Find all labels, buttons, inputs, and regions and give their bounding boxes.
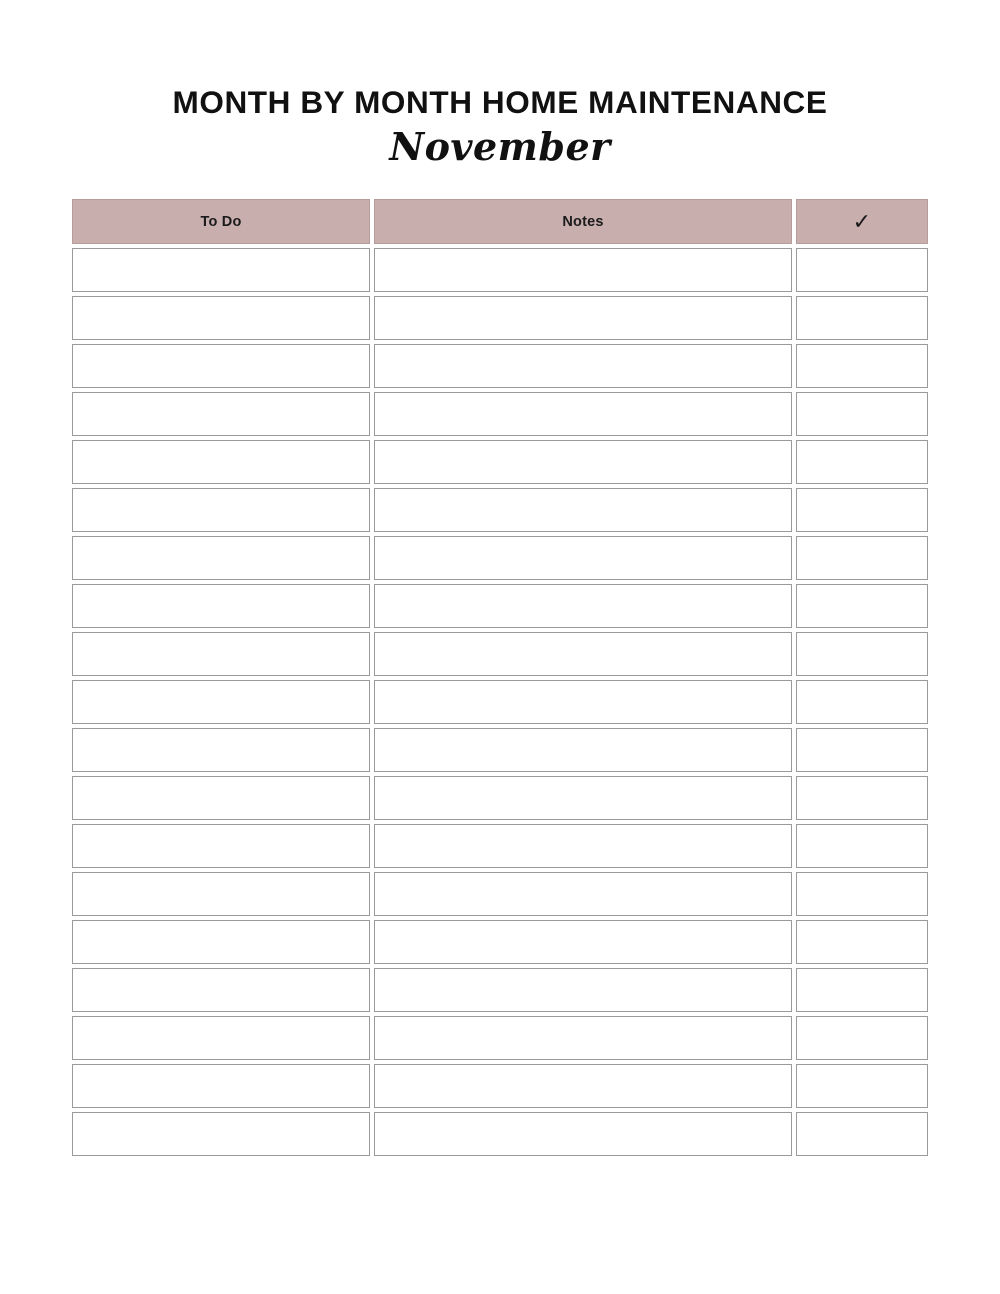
- table-row: [72, 776, 928, 820]
- check-cell[interactable]: [796, 1016, 928, 1060]
- todo-input[interactable]: [73, 345, 369, 387]
- check-input[interactable]: [797, 969, 927, 1011]
- todo-cell[interactable]: [72, 1112, 370, 1156]
- notes-input[interactable]: [375, 1017, 791, 1059]
- notes-cell[interactable]: [374, 680, 792, 724]
- column-header-notes-label: Notes: [562, 213, 604, 230]
- table-row: [72, 680, 928, 724]
- notes-cell[interactable]: [374, 584, 792, 628]
- check-cell[interactable]: [796, 248, 928, 292]
- check-input[interactable]: [797, 585, 927, 627]
- check-cell[interactable]: [796, 488, 928, 532]
- check-cell[interactable]: [796, 344, 928, 388]
- todo-cell[interactable]: [72, 584, 370, 628]
- todo-input[interactable]: [73, 825, 369, 867]
- todo-cell[interactable]: [72, 248, 370, 292]
- check-cell[interactable]: [796, 536, 928, 580]
- todo-input[interactable]: [73, 249, 369, 291]
- check-cell[interactable]: [796, 920, 928, 964]
- notes-cell[interactable]: [374, 1112, 792, 1156]
- notes-input[interactable]: [375, 1065, 791, 1107]
- notes-cell[interactable]: [374, 392, 792, 436]
- check-cell[interactable]: [796, 1112, 928, 1156]
- page-title: MONTH BY MONTH HOME MAINTENANCE: [172, 84, 828, 120]
- check-cell[interactable]: [796, 440, 928, 484]
- todo-input[interactable]: [73, 441, 369, 483]
- check-cell[interactable]: [796, 632, 928, 676]
- column-header-notes: [374, 199, 792, 244]
- table-row: [72, 920, 928, 964]
- notes-cell[interactable]: [374, 536, 792, 580]
- todo-input[interactable]: [73, 969, 369, 1011]
- notes-input[interactable]: [375, 681, 791, 723]
- notes-input[interactable]: [375, 969, 791, 1011]
- maintenance-table: [72, 199, 928, 1156]
- table-row: [72, 1016, 928, 1060]
- todo-cell[interactable]: [72, 824, 370, 868]
- month-subtitle: November: [389, 124, 611, 170]
- notes-input[interactable]: [375, 585, 791, 627]
- notes-cell[interactable]: [374, 440, 792, 484]
- table-row: [72, 440, 928, 484]
- check-input[interactable]: [797, 681, 927, 723]
- todo-input[interactable]: [73, 1017, 369, 1059]
- notes-input[interactable]: [375, 297, 791, 339]
- notes-cell[interactable]: [374, 920, 792, 964]
- todo-input[interactable]: [73, 777, 369, 819]
- notes-input[interactable]: [375, 633, 791, 675]
- todo-cell[interactable]: [72, 728, 370, 772]
- todo-cell[interactable]: [72, 920, 370, 964]
- table-row: [72, 872, 928, 916]
- table-row: [72, 584, 928, 628]
- table-row: [72, 248, 928, 292]
- table-row: [72, 632, 928, 676]
- check-input[interactable]: [797, 777, 927, 819]
- notes-input[interactable]: [375, 1113, 791, 1155]
- notes-input[interactable]: [375, 825, 791, 867]
- table-row: [72, 1112, 928, 1156]
- table-row: [72, 296, 928, 340]
- notes-input[interactable]: [375, 441, 791, 483]
- check-cell[interactable]: [796, 1064, 928, 1108]
- check-input[interactable]: [797, 825, 927, 867]
- table-row: [72, 968, 928, 1012]
- notes-input[interactable]: [375, 777, 791, 819]
- notes-input[interactable]: [375, 393, 791, 435]
- check-cell[interactable]: [796, 728, 928, 772]
- check-input[interactable]: [797, 489, 927, 531]
- todo-input[interactable]: [73, 681, 369, 723]
- notes-input[interactable]: [375, 921, 791, 963]
- check-cell[interactable]: [796, 392, 928, 436]
- check-input[interactable]: [797, 393, 927, 435]
- check-cell[interactable]: [796, 296, 928, 340]
- check-input[interactable]: [797, 1113, 927, 1155]
- notes-cell[interactable]: [374, 872, 792, 916]
- todo-cell[interactable]: [72, 392, 370, 436]
- notes-cell[interactable]: [374, 968, 792, 1012]
- notes-cell[interactable]: [374, 296, 792, 340]
- title-block: [0, 0, 1000, 168]
- check-input[interactable]: [797, 297, 927, 339]
- todo-input[interactable]: [73, 1065, 369, 1107]
- check-input[interactable]: [797, 921, 927, 963]
- check-input[interactable]: [797, 1065, 927, 1107]
- check-input[interactable]: [797, 1017, 927, 1059]
- check-input[interactable]: [797, 729, 927, 771]
- notes-input[interactable]: [375, 729, 791, 771]
- notes-cell[interactable]: [374, 248, 792, 292]
- todo-input[interactable]: [73, 921, 369, 963]
- check-input[interactable]: [797, 249, 927, 291]
- notes-cell[interactable]: [374, 728, 792, 772]
- notes-input[interactable]: [375, 873, 791, 915]
- check-input[interactable]: [797, 537, 927, 579]
- todo-cell[interactable]: [72, 632, 370, 676]
- column-header-todo-label: To Do: [200, 213, 242, 230]
- check-input[interactable]: [797, 441, 927, 483]
- todo-input[interactable]: [73, 873, 369, 915]
- todo-cell[interactable]: [72, 1064, 370, 1108]
- notes-cell[interactable]: [374, 632, 792, 676]
- notes-cell[interactable]: [374, 1016, 792, 1060]
- todo-input[interactable]: [73, 537, 369, 579]
- todo-cell[interactable]: [72, 296, 370, 340]
- table-row: [72, 536, 928, 580]
- todo-input[interactable]: [73, 489, 369, 531]
- todo-input[interactable]: [73, 297, 369, 339]
- check-cell[interactable]: [796, 872, 928, 916]
- check-input[interactable]: [797, 633, 927, 675]
- table-row: [72, 728, 928, 772]
- notes-cell[interactable]: [374, 344, 792, 388]
- todo-input[interactable]: [73, 633, 369, 675]
- check-cell[interactable]: [796, 824, 928, 868]
- todo-cell[interactable]: [72, 968, 370, 1012]
- notes-cell[interactable]: [374, 776, 792, 820]
- todo-cell[interactable]: [72, 536, 370, 580]
- check-cell[interactable]: [796, 776, 928, 820]
- table-row: [72, 1064, 928, 1108]
- notes-input[interactable]: [375, 537, 791, 579]
- notes-cell[interactable]: [374, 1064, 792, 1108]
- todo-input[interactable]: [73, 729, 369, 771]
- table-row: [72, 824, 928, 868]
- column-header-check: [796, 199, 928, 244]
- notes-cell[interactable]: [374, 824, 792, 868]
- todo-input[interactable]: [73, 1113, 369, 1155]
- check-cell[interactable]: [796, 584, 928, 628]
- todo-cell[interactable]: [72, 872, 370, 916]
- todo-cell[interactable]: [72, 680, 370, 724]
- check-input[interactable]: [797, 345, 927, 387]
- todo-input[interactable]: [73, 585, 369, 627]
- todo-cell[interactable]: [72, 344, 370, 388]
- table-row: [72, 344, 928, 388]
- todo-cell[interactable]: [72, 776, 370, 820]
- table-row: [72, 392, 928, 436]
- check-cell[interactable]: [796, 968, 928, 1012]
- check-input[interactable]: [797, 873, 927, 915]
- notes-cell[interactable]: [374, 488, 792, 532]
- todo-input[interactable]: [73, 393, 369, 435]
- todo-cell[interactable]: [72, 440, 370, 484]
- check-cell[interactable]: [796, 680, 928, 724]
- column-header-todo: [72, 199, 370, 244]
- notes-input[interactable]: [375, 489, 791, 531]
- todo-cell[interactable]: [72, 1016, 370, 1060]
- todo-cell[interactable]: [72, 488, 370, 532]
- table-row: [72, 488, 928, 532]
- checkmark-icon: ✓: [852, 208, 872, 234]
- notes-input[interactable]: [375, 249, 791, 291]
- notes-input[interactable]: [375, 345, 791, 387]
- table-header-row: [72, 199, 928, 244]
